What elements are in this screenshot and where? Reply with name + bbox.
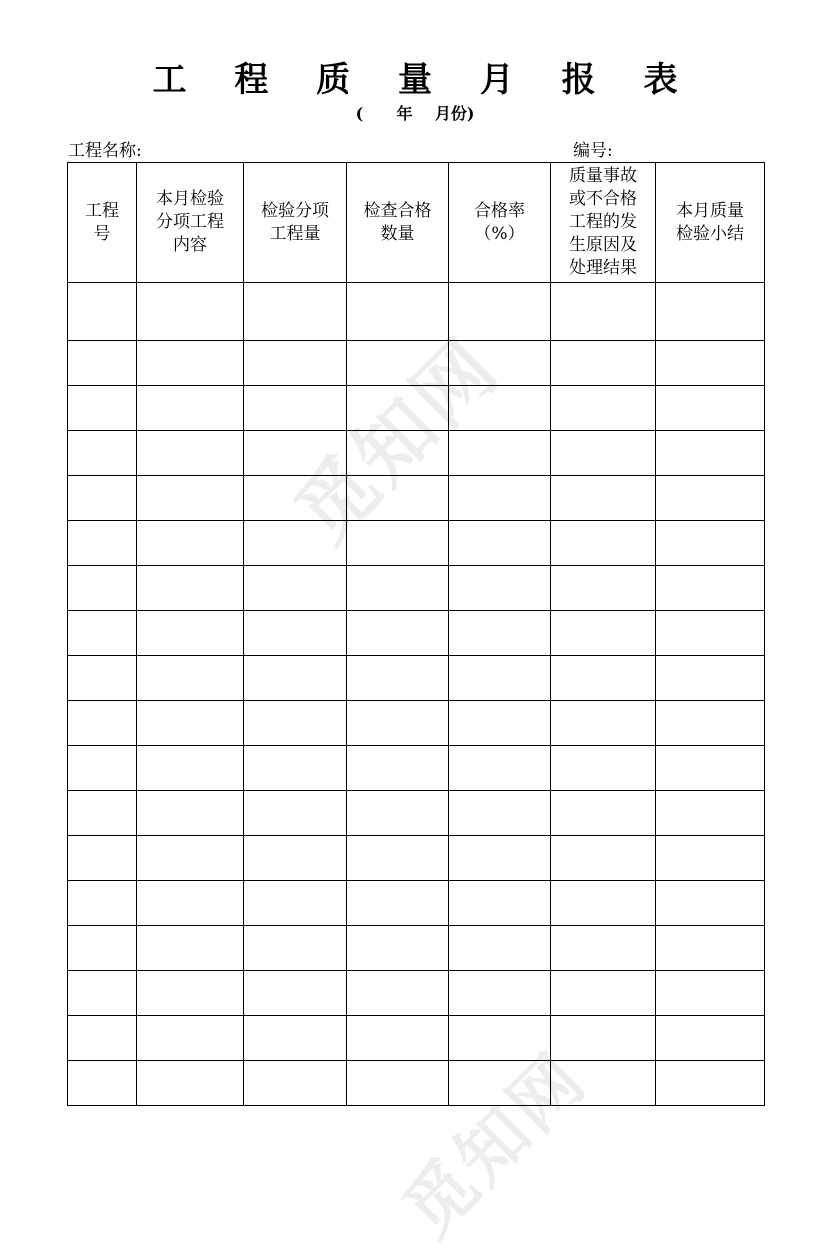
table-cell[interactable] <box>244 746 347 791</box>
table-cell[interactable] <box>347 341 449 386</box>
table-cell[interactable] <box>244 341 347 386</box>
table-cell[interactable] <box>347 386 449 431</box>
table-cell[interactable] <box>347 476 449 521</box>
table-cell[interactable] <box>656 521 765 566</box>
table-cell[interactable] <box>656 431 765 476</box>
serial-number-label: 编号: <box>573 141 613 161</box>
table-cell[interactable] <box>68 386 137 431</box>
table-cell[interactable] <box>551 283 656 341</box>
table-cell[interactable] <box>244 611 347 656</box>
table-cell[interactable] <box>656 283 765 341</box>
table-cell[interactable] <box>68 431 137 476</box>
watermark: 觅知网 <box>387 1036 603 1252</box>
table-cell[interactable] <box>347 521 449 566</box>
table-cell[interactable] <box>244 431 347 476</box>
table-cell[interactable] <box>244 926 347 971</box>
table-cell[interactable] <box>68 656 137 701</box>
table-cell[interactable] <box>449 1061 551 1106</box>
table-cell[interactable] <box>656 746 765 791</box>
table-cell[interactable] <box>137 1016 244 1061</box>
table-row <box>68 881 765 926</box>
table-cell[interactable] <box>449 521 551 566</box>
table-cell[interactable] <box>68 746 137 791</box>
table-cell[interactable] <box>449 836 551 881</box>
table-cell[interactable] <box>244 881 347 926</box>
table-cell[interactable] <box>244 521 347 566</box>
table-cell[interactable] <box>68 521 137 566</box>
table-cell[interactable] <box>244 566 347 611</box>
table-cell[interactable] <box>137 746 244 791</box>
table-cell[interactable] <box>551 926 656 971</box>
table-cell[interactable] <box>347 881 449 926</box>
table-cell[interactable] <box>347 746 449 791</box>
table-cell[interactable] <box>449 791 551 836</box>
table-row <box>68 1061 765 1106</box>
table-cell[interactable] <box>137 971 244 1016</box>
table-cell[interactable] <box>137 566 244 611</box>
table-row <box>68 521 765 566</box>
table-cell[interactable] <box>68 791 137 836</box>
table-cell[interactable] <box>137 881 244 926</box>
table-cell[interactable] <box>137 611 244 656</box>
table-cell[interactable] <box>449 431 551 476</box>
table-cell[interactable] <box>137 701 244 746</box>
table-row <box>68 656 765 701</box>
table-cell[interactable] <box>347 791 449 836</box>
table-cell[interactable] <box>656 971 765 1016</box>
project-name-label: 工程名称: <box>68 141 142 161</box>
table-row <box>68 386 765 431</box>
table-cell[interactable] <box>347 971 449 1016</box>
table-cell[interactable] <box>656 386 765 431</box>
watermark: 觅知网 <box>279 322 517 560</box>
header-monthly-summary: 本月质量 检验小结 <box>656 163 765 283</box>
header-inspection-content: 本月检验 分项工程 内容 <box>137 163 244 283</box>
table-cell[interactable] <box>347 1016 449 1061</box>
table-cell[interactable] <box>551 386 656 431</box>
table-cell[interactable] <box>244 476 347 521</box>
table-cell[interactable] <box>68 476 137 521</box>
table-cell[interactable] <box>551 881 656 926</box>
table-cell[interactable] <box>347 656 449 701</box>
table-cell[interactable] <box>137 656 244 701</box>
table-cell[interactable] <box>137 836 244 881</box>
table-cell[interactable] <box>68 701 137 746</box>
table-row <box>68 341 765 386</box>
period-subtitle: ( 年 月份) <box>355 104 475 123</box>
table-cell[interactable] <box>656 701 765 746</box>
table-cell[interactable] <box>656 611 765 656</box>
table-cell[interactable] <box>347 1061 449 1106</box>
table-cell[interactable] <box>347 926 449 971</box>
table-cell[interactable] <box>656 566 765 611</box>
table-cell[interactable] <box>551 791 656 836</box>
table-row <box>68 611 765 656</box>
table-cell[interactable] <box>449 971 551 1016</box>
header-inspection-quantity: 检验分项 工程量 <box>244 163 347 283</box>
table-cell[interactable] <box>244 386 347 431</box>
table-cell[interactable] <box>551 1016 656 1061</box>
table-cell[interactable] <box>449 656 551 701</box>
header-pass-rate: 合格率 （%） <box>449 163 551 283</box>
header-project-no: 工程 号 <box>68 163 137 283</box>
table-cell[interactable] <box>656 791 765 836</box>
table-cell[interactable] <box>68 1061 137 1106</box>
table-cell[interactable] <box>347 431 449 476</box>
table-cell[interactable] <box>244 791 347 836</box>
table-row <box>68 476 765 521</box>
table-cell[interactable] <box>137 386 244 431</box>
table-cell[interactable] <box>449 746 551 791</box>
table-cell[interactable] <box>449 881 551 926</box>
table-cell[interactable] <box>449 476 551 521</box>
header-qualified-quantity: 检查合格 数量 <box>347 163 449 283</box>
table-cell[interactable] <box>347 611 449 656</box>
table-cell[interactable] <box>656 1016 765 1061</box>
table-cell[interactable] <box>551 701 656 746</box>
table-cell[interactable] <box>137 341 244 386</box>
table-row <box>68 566 765 611</box>
table-row <box>68 836 765 881</box>
table-cell[interactable] <box>347 836 449 881</box>
table-cell[interactable] <box>449 386 551 431</box>
table-cell[interactable] <box>551 431 656 476</box>
table-cell[interactable] <box>551 476 656 521</box>
table-cell[interactable] <box>137 283 244 341</box>
table-cell[interactable] <box>137 431 244 476</box>
table-cell[interactable] <box>244 283 347 341</box>
table-cell[interactable] <box>137 476 244 521</box>
table-cell[interactable] <box>137 791 244 836</box>
table-row <box>68 971 765 1016</box>
table-cell[interactable] <box>68 881 137 926</box>
table-cell[interactable] <box>244 1016 347 1061</box>
table-cell[interactable] <box>656 476 765 521</box>
table-cell[interactable] <box>656 926 765 971</box>
table-cell[interactable] <box>68 926 137 971</box>
table-row <box>68 1016 765 1061</box>
table-cell[interactable] <box>551 1061 656 1106</box>
table-body <box>68 283 765 1106</box>
table-cell[interactable] <box>244 836 347 881</box>
table-cell[interactable] <box>137 926 244 971</box>
table-cell[interactable] <box>449 701 551 746</box>
table-cell[interactable] <box>656 881 765 926</box>
table-row <box>68 926 765 971</box>
table-cell[interactable] <box>449 283 551 341</box>
table-cell[interactable] <box>68 836 137 881</box>
page-title: 工 程 质 量 月 报 表 <box>152 60 696 100</box>
table-cell[interactable] <box>244 656 347 701</box>
quality-report-table <box>67 162 765 1106</box>
table-header-row <box>68 163 765 283</box>
table-row <box>68 283 765 341</box>
table-cell[interactable] <box>551 746 656 791</box>
table-cell[interactable] <box>551 656 656 701</box>
table-cell[interactable] <box>347 283 449 341</box>
table-cell[interactable] <box>347 566 449 611</box>
table-cell[interactable] <box>244 701 347 746</box>
table-cell[interactable] <box>551 521 656 566</box>
table-cell[interactable] <box>656 836 765 881</box>
table-cell[interactable] <box>656 341 765 386</box>
table-cell[interactable] <box>551 836 656 881</box>
table-row <box>68 791 765 836</box>
table-cell[interactable] <box>449 566 551 611</box>
table-row <box>68 431 765 476</box>
table-cell[interactable] <box>137 521 244 566</box>
table-row <box>68 701 765 746</box>
table-cell[interactable] <box>347 701 449 746</box>
table-cell[interactable] <box>68 1016 137 1061</box>
table-cell[interactable] <box>68 971 137 1016</box>
table-cell[interactable] <box>68 341 137 386</box>
table-cell[interactable] <box>449 611 551 656</box>
table-cell[interactable] <box>244 1061 347 1106</box>
table-cell[interactable] <box>449 341 551 386</box>
table-cell[interactable] <box>551 971 656 1016</box>
table-cell[interactable] <box>656 656 765 701</box>
header-accident-causes: 质量事故 或不合格 工程的发 生原因及 处理结果 <box>551 163 656 283</box>
table-cell[interactable] <box>244 971 347 1016</box>
table-cell[interactable] <box>137 1061 244 1106</box>
table-cell[interactable] <box>551 566 656 611</box>
table-cell[interactable] <box>68 566 137 611</box>
table-cell[interactable] <box>551 611 656 656</box>
table-cell[interactable] <box>551 341 656 386</box>
table-cell[interactable] <box>68 283 137 341</box>
table-cell[interactable] <box>656 1061 765 1106</box>
table-row <box>68 746 765 791</box>
table-cell[interactable] <box>449 1016 551 1061</box>
table-cell[interactable] <box>68 611 137 656</box>
table-cell[interactable] <box>449 926 551 971</box>
